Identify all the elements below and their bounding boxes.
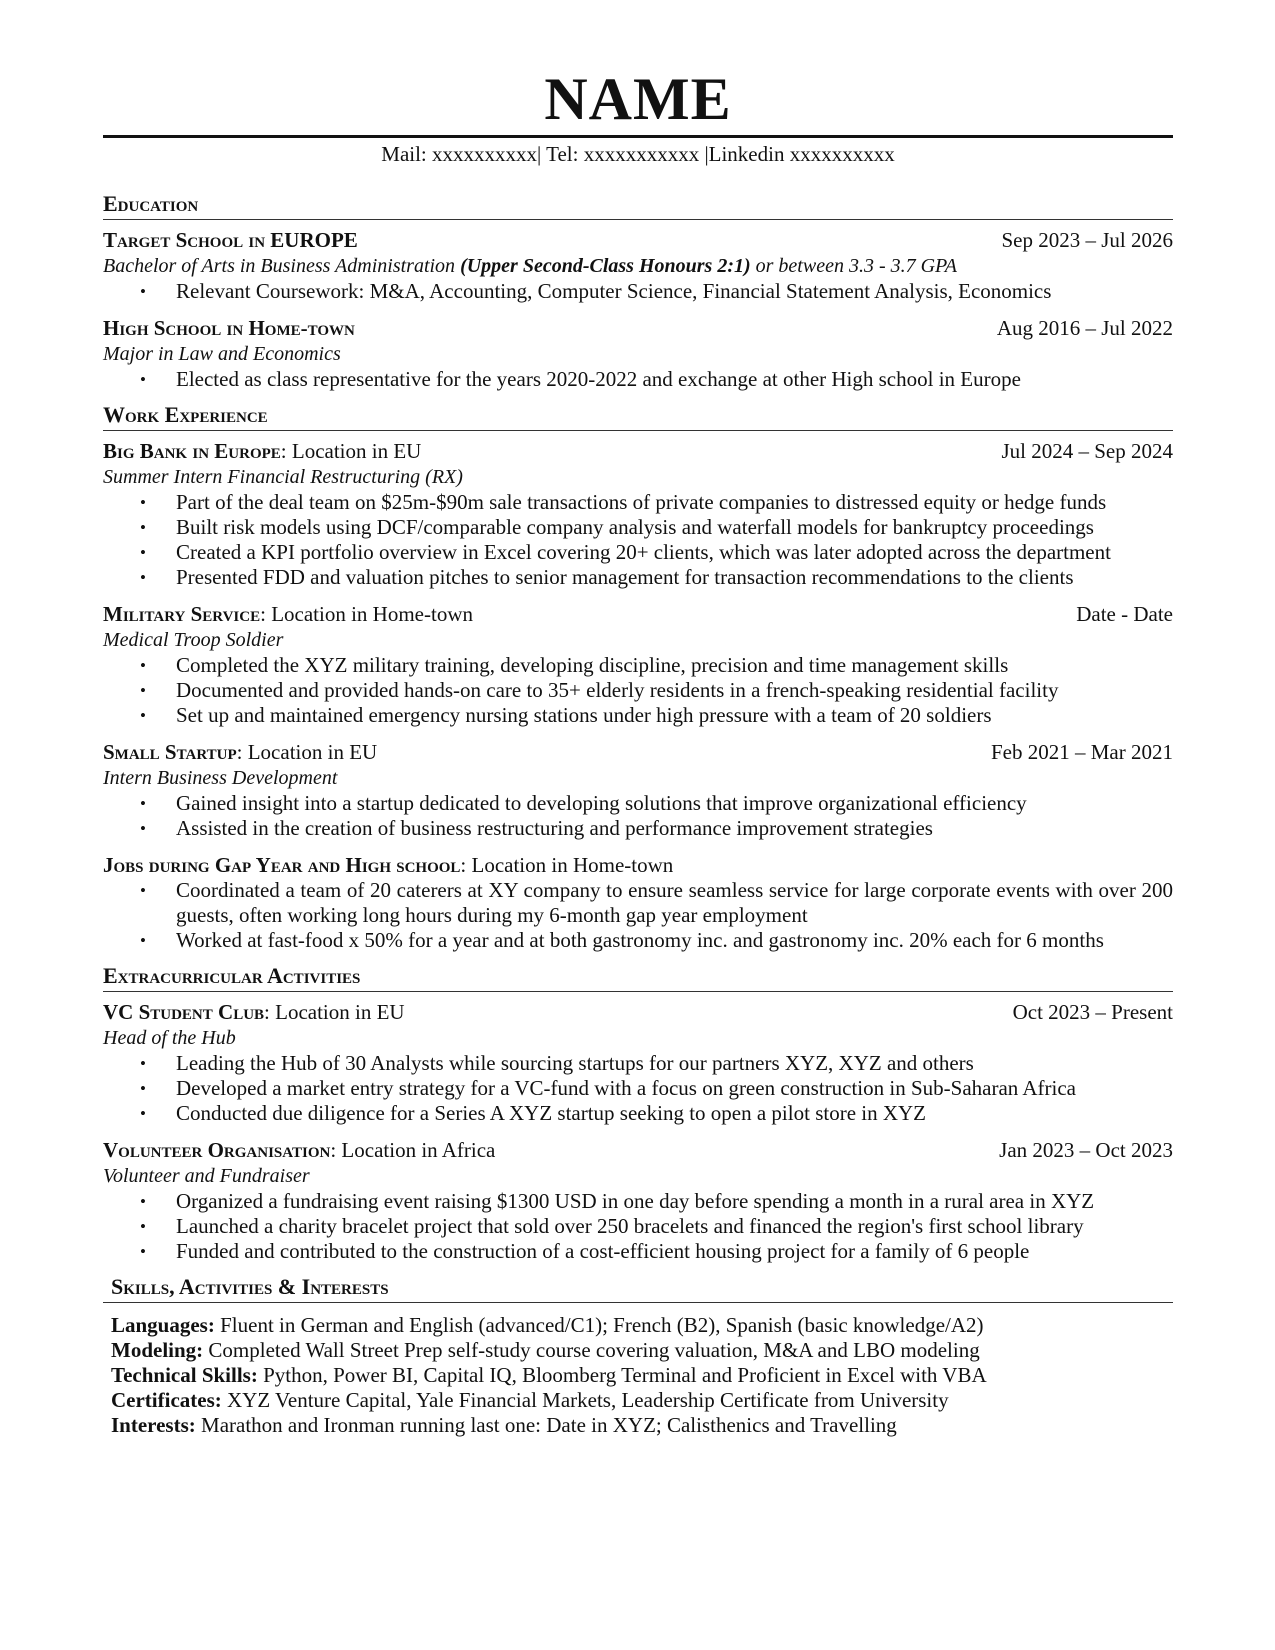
entry-date: Sep 2023 – Jul 2026 [1001, 228, 1173, 252]
skill-line [111, 1388, 1173, 1413]
bullet-item: • Completed the XYZ military training, developing discipline, precision and time management skills [103, 653, 1173, 678]
bullet-item: • Documented and provided hands-on care to 35+ elderly residents in a french-speaking residential facility [103, 678, 1173, 703]
entry-role: Major in Law and Economics [103, 343, 341, 365]
bullet-item: • Worked at fast-food x 50% for a year and at both gastronomy inc. and gastronomy inc. 20% each for 6 months [103, 928, 1173, 953]
section-title-work: Work Experience [103, 401, 1173, 431]
work-entry [103, 438, 1173, 590]
skill-text: Completed Wall Street Prep self-study course covering valuation, M&A and LBO modeling [203, 1338, 980, 1362]
bullet-item: • Leading the Hub of 30 Analysts while sourcing startups for our partners XYZ, XYZ and others [103, 1051, 1173, 1076]
education-entry [103, 227, 1173, 304]
work-entry [103, 739, 1173, 841]
skill-label: Languages: [111, 1313, 215, 1337]
entry-role: Bachelor of Arts in Business Administration (Upper Second-Class Honours 2:1) or between 3.3 - 3.7 GPA [103, 255, 957, 277]
bullet-item: • Funded and contributed to the construction of a cost-efficient housing project for a family of 6 people [103, 1239, 1173, 1264]
skill-label: Interests: [111, 1413, 196, 1437]
work-entry [103, 852, 1173, 953]
bullet-item: • Developed a market entry strategy for a VC-fund with a focus on green construction in Sub-Saharan Africa [103, 1076, 1173, 1101]
skills-section [103, 1273, 1173, 1438]
entry-location: : Location in EU [280, 439, 422, 463]
entry-role: Volunteer and Fundraiser [103, 1165, 310, 1187]
work-entry [103, 601, 1173, 728]
entry-date: Jan 2023 – Oct 2023 [999, 1138, 1173, 1162]
education-entry [103, 315, 1173, 392]
skill-line [111, 1413, 1173, 1438]
section-title-skills: Skills, Activities & Interests [103, 1273, 1173, 1303]
entry-organization: Military Service [103, 602, 261, 626]
contact-line: Mail: xxxxxxxxxx| Tel: xxxxxxxxxxx |Linkedin xxxxxxxxxx [381, 142, 895, 166]
entry-organization: Small Startup [103, 740, 237, 764]
skill-label: Certificates: [111, 1388, 222, 1412]
skill-label: Modeling: [111, 1338, 204, 1362]
entry-date: Aug 2016 – Jul 2022 [996, 316, 1173, 340]
bullet-item: • Set up and maintained emergency nursing stations under high pressure with a team of 20 soldiers [103, 703, 1173, 728]
bullet-item: • Organized a fundraising event raising $1300 USD in one day before spending a month in a rural area in XYZ [103, 1189, 1173, 1214]
bullet-item: • Gained insight into a startup dedicated to developing solutions that improve organizational efficiency [103, 791, 1173, 816]
entry-location: : Location in Africa [330, 1138, 496, 1162]
entry-role: Summer Intern Financial Restructuring (RX) [103, 466, 463, 488]
skill-text: XYZ Venture Capital, Yale Financial Markets, Leadership Certificate from University [221, 1388, 949, 1412]
entry-organization: Target School in EUROPE [103, 228, 358, 252]
entry-organization: Big Bank in Europe [103, 439, 281, 463]
entry-location: : Location in Home-town [460, 853, 674, 877]
entry-organization: High School in Home-town [103, 316, 355, 340]
entry-location: : Location in Home-town [260, 602, 473, 626]
skill-text: Fluent in German and English (advanced/C1); French (B2), Spanish (basic knowledge/A2) [214, 1313, 984, 1337]
skill-line [111, 1313, 1173, 1338]
entry-date: Feb 2021 – Mar 2021 [991, 740, 1173, 764]
extracurricular-entry [103, 1137, 1173, 1264]
skill-label: Technical Skills: [111, 1363, 258, 1387]
entry-role: Intern Business Development [103, 767, 338, 789]
entry-role: Medical Troop Soldier [103, 629, 284, 651]
honours-text: (Upper Second-Class Honours 2:1) [460, 255, 751, 277]
entry-organization: VC Student Club [103, 1000, 265, 1024]
skill-line [111, 1338, 1173, 1363]
work-section [103, 401, 1173, 953]
bullet-item: • Created a KPI portfolio overview in Excel covering 20+ clients, which was later adopted across the department [103, 540, 1173, 565]
bullet-item: • Coordinated a team of 20 caterers at XY company to ensure seamless service for large corporate events with over 200 guests, often working long hours during my 6-month gap year employment [103, 878, 1173, 928]
education-section [103, 190, 1173, 392]
entry-organization: Volunteer Organisation [103, 1138, 331, 1162]
bullet-item: • Part of the deal team on $25m-$90m sale transactions of private companies to distressed equity or hedge funds [103, 490, 1173, 515]
section-title-extracurricular: Extracurricular Activities [103, 962, 1173, 992]
entry-date: Oct 2023 – Present [1012, 1000, 1173, 1024]
bullet-item: • Elected as class representative for the years 2020-2022 and exchange at other High school in Europe [103, 367, 1173, 392]
extracurricular-section [103, 962, 1173, 1264]
entry-role: Head of the Hub [103, 1027, 236, 1049]
skill-line [111, 1363, 1173, 1388]
entry-location: : Location in EU [236, 740, 378, 764]
bullet-item: • Conducted due diligence for a Series A XYZ startup seeking to open a pilot store in XYZ [103, 1101, 1173, 1126]
bullet-item: • Relevant Coursework: M&A, Accounting, Computer Science, Financial Statement Analysis, Economics [103, 279, 1173, 304]
entry-organization: Jobs during Gap Year and High school [103, 853, 461, 877]
bullet-item: • Built risk models using DCF/comparable company analysis and waterfall models for bankruptcy proceedings [103, 515, 1173, 540]
name-divider [103, 135, 1173, 138]
skill-text: Python, Power BI, Capital IQ, Bloomberg Terminal and Proficient in Excel with VBA [257, 1363, 987, 1387]
resume-page [103, 64, 1173, 1438]
bullet-item: • Launched a charity bracelet project that sold over 250 bracelets and financed the region's first school library [103, 1214, 1173, 1239]
extracurricular-entry [103, 999, 1173, 1126]
entry-date: Jul 2024 – Sep 2024 [1001, 439, 1173, 463]
bullet-item: • Assisted in the creation of business restructuring and performance improvement strategies [103, 816, 1173, 841]
entry-location: : Location in EU [264, 1000, 405, 1024]
bullet-item: • Presented FDD and valuation pitches to senior management for transaction recommendations to the clients [103, 565, 1173, 590]
entry-date: Date - Date [1076, 602, 1173, 626]
section-title-education: Education [103, 190, 1173, 220]
resume-name: NAME [544, 66, 732, 132]
skill-text: Marathon and Ironman running last one: Date in XYZ; Calisthenics and Travelling [195, 1413, 897, 1437]
